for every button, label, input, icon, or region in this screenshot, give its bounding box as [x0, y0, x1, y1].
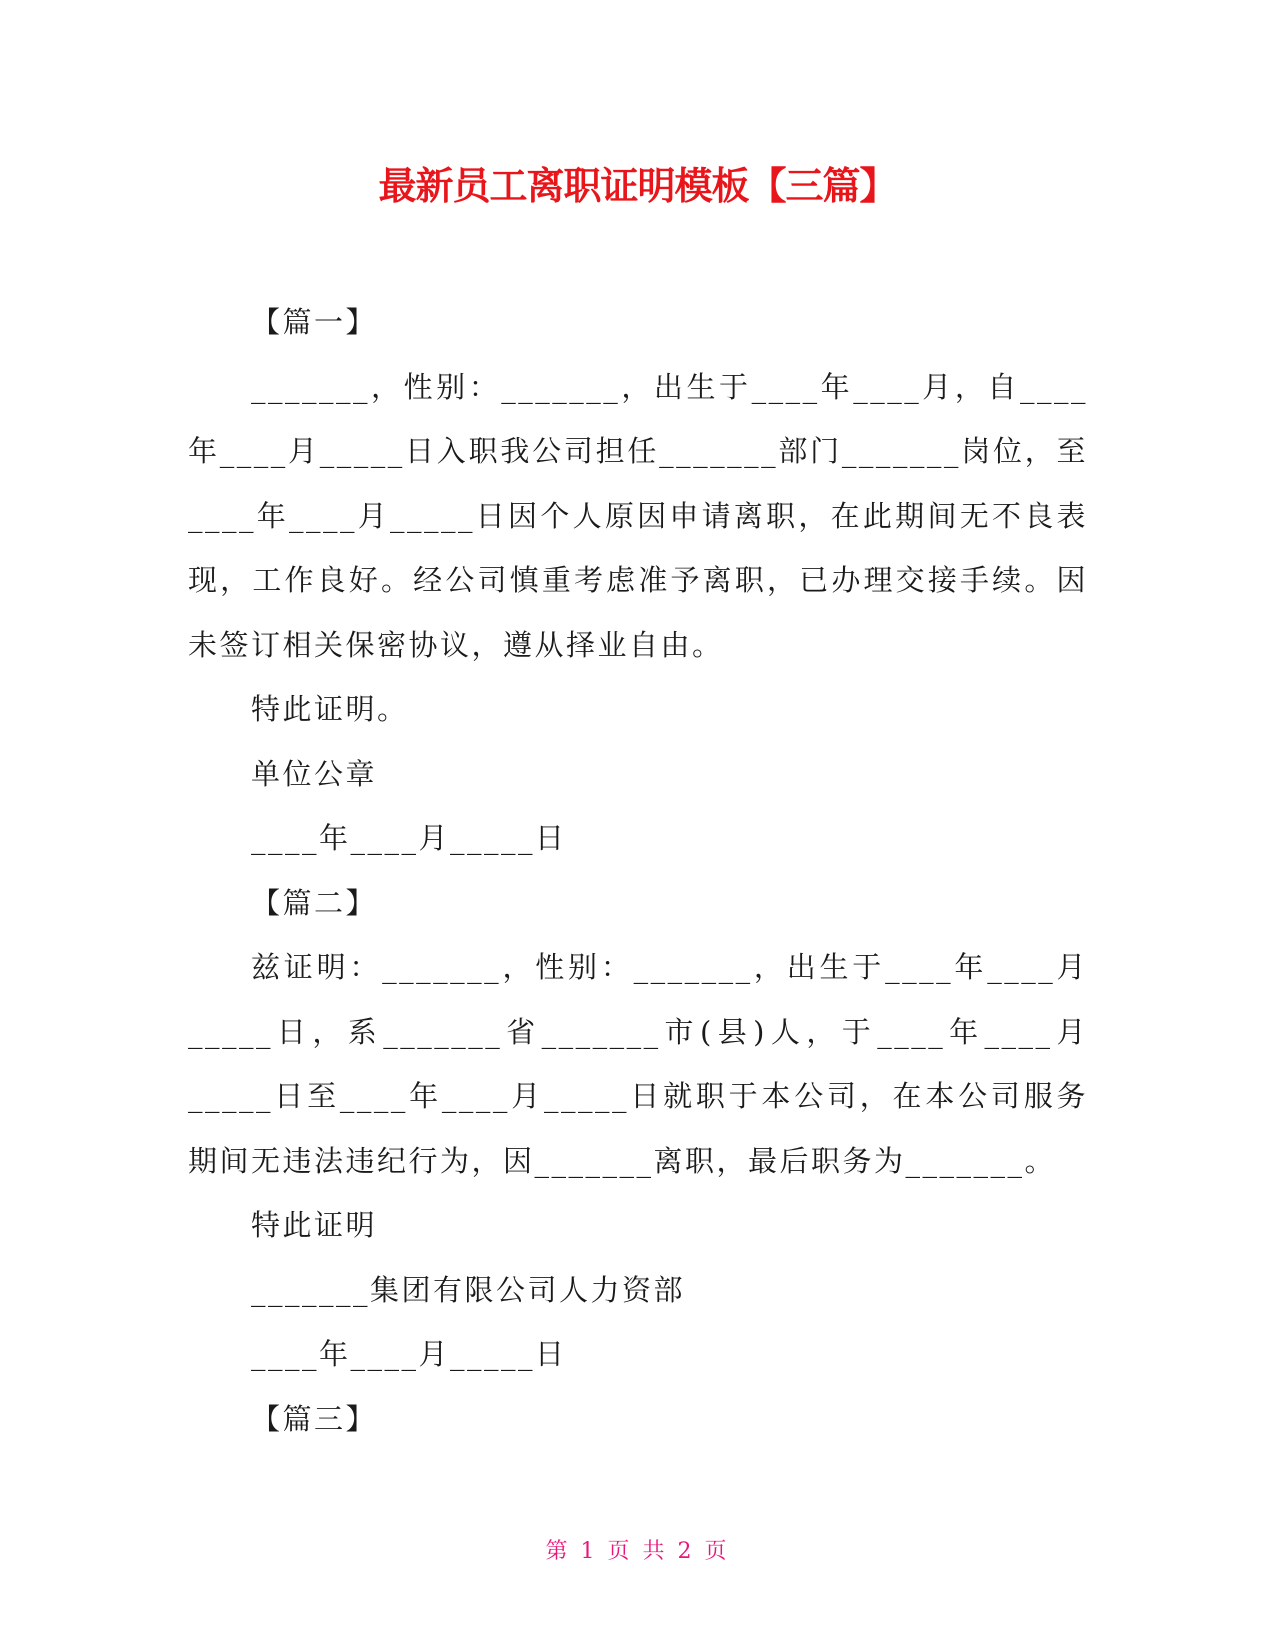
page-number-footer: 第 1 页 共 2 页: [545, 1539, 730, 1564]
section-3-heading: 【篇三】: [251, 1401, 378, 1436]
section-1-date: ____年____月_____日: [251, 821, 567, 855]
section-2-closing: 特此证明: [251, 1208, 378, 1242]
section-1-heading: 【篇一】: [251, 305, 378, 339]
section-2-signature: _______集团有限公司人力资部: [251, 1272, 686, 1307]
section-2-heading: 【篇二】: [251, 885, 378, 920]
document-title: 最新员工离职证明模板【三篇】: [378, 164, 897, 208]
section-2-date: ____年____月_____日: [251, 1337, 567, 1371]
section-1-signature: 单位公章: [251, 756, 378, 791]
section-2-body: 兹证明：_______，性别：_______，出生于____年____月_____日，系_______省_______市(县)人，于____年____月_____日至____年____月_____日就职于本公司，在本公司服务期间无违法违纪行为，因_______离职，最后职务为_______。: [188, 950, 1088, 1178]
document-body: [188, 290, 1088, 1451]
section-1-body: _______，性别：_______，出生于____年____月，自____年____月_____日入职我公司担任_______部门_______岗位，至____年____月_____日因个人原因申请离职，在此期间无不良表现，工作良好。经公司慎重考虑准予离职，已办理交接手续。因未签订相关保密协议，遵从择业自由。: [188, 369, 1088, 662]
section-1-closing: 特此证明。: [251, 692, 409, 726]
